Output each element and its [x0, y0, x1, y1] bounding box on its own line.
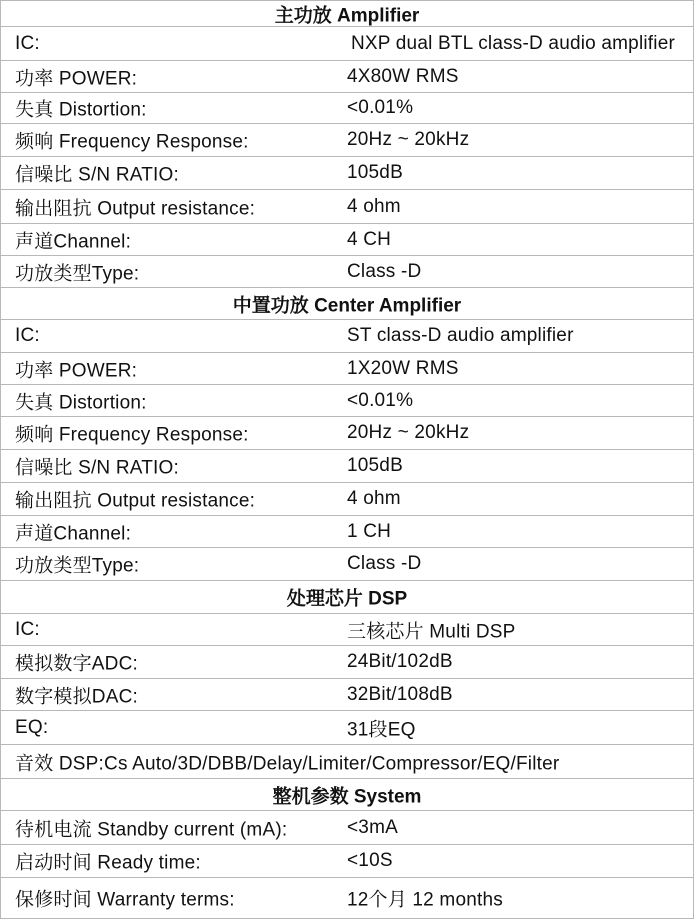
spec-label: IC:: [15, 32, 40, 54]
spec-label: 频响 Frequency Response:: [15, 131, 249, 153]
spec-row-dac: [1, 679, 693, 711]
spec-value: 20Hz ~ 20kHz: [347, 129, 470, 150]
spec-row-eq: [1, 711, 693, 745]
section-title: 中置功放 Center Amplifier: [232, 295, 462, 316]
spec-row-warranty: [1, 878, 693, 918]
spec-row-ic: [1, 614, 693, 646]
spec-label: 功放类型Type:: [15, 263, 140, 284]
spec-label: 失真 Distortion:: [15, 392, 147, 413]
spec-label: IC:: [15, 325, 40, 346]
spec-row-channel: [1, 224, 693, 256]
spec-row-sn-ratio: [1, 157, 693, 190]
spec-value: <0.01%: [347, 389, 414, 411]
spec-label: 输出阻抗 Output resistance:: [15, 490, 256, 512]
spec-label: 失真 Distortion:: [15, 99, 147, 121]
spec-label: IC:: [15, 618, 40, 640]
spec-value: 1 CH: [347, 520, 392, 542]
spec-label: 待机电流 Standby current (mA):: [15, 819, 288, 840]
spec-label: 功率 POWER:: [15, 360, 138, 381]
spec-value: Class -D: [347, 553, 422, 574]
spec-row-output-resistance: [1, 483, 693, 516]
spec-row-power: [1, 61, 693, 93]
spec-value: 4X80W RMS: [347, 65, 459, 87]
spec-label: 模拟数字ADC:: [15, 653, 138, 675]
spec-label: 声道Channel:: [15, 231, 132, 252]
spec-label: 数字模拟DAC:: [15, 686, 138, 707]
spec-value: 4 ohm: [347, 195, 401, 217]
spec-value: <10S: [347, 850, 393, 871]
spec-label: EQ:: [15, 716, 49, 738]
spec-value: NXP dual BTL class-D audio amplifier: [350, 32, 675, 54]
spec-value: <3mA: [347, 816, 398, 838]
spec-row-frequency-response: [1, 417, 693, 450]
spec-value: 24Bit/102dB: [347, 651, 453, 672]
spec-row-sn-ratio: [1, 450, 693, 483]
spec-value: 三核芯片 Multi DSP: [347, 621, 516, 642]
spec-row-distortion: [1, 93, 693, 124]
section-header-system: [1, 779, 693, 811]
section-header-amplifier: [1, 1, 693, 27]
spec-full-text: 音效 DSP:Cs Auto/3D/DBB/Delay/Limiter/Compressor/EQ/Filter: [15, 753, 560, 774]
spec-value: ST class-D audio amplifier: [347, 325, 574, 346]
spec-row-output-resistance: [1, 190, 693, 224]
spec-label: 信噪比 S/N RATIO:: [15, 457, 179, 479]
section-title: 整机参数 System: [272, 786, 422, 807]
spec-value: 4 CH: [347, 228, 392, 250]
spec-value: Class -D: [347, 260, 422, 282]
spec-label: 信噪比 S/N RATIO:: [15, 164, 179, 186]
spec-value: 12个月 12 months: [347, 889, 503, 911]
section-title: 主功放 Amplifier: [274, 5, 420, 26]
spec-value: 1X20W RMS: [347, 357, 459, 379]
section-header-dsp: [1, 581, 693, 614]
spec-row-frequency-response: [1, 124, 693, 157]
spec-row-ic: [1, 27, 693, 61]
spec-row-power: [1, 353, 693, 385]
spec-row-distortion: [1, 385, 693, 417]
section-header-center-amplifier: [1, 288, 693, 320]
spec-row-channel: [1, 516, 693, 548]
spec-row-ready-time: [1, 845, 693, 878]
spec-row-standby-current: [1, 811, 693, 845]
spec-label: 功放类型Type:: [15, 555, 140, 577]
spec-row-type: [1, 256, 693, 288]
spec-value: 32Bit/108dB: [347, 683, 453, 705]
spec-row-adc: [1, 646, 693, 679]
spec-label: 保修时间 Warranty terms:: [15, 889, 235, 911]
spec-value: 20Hz ~ 20kHz: [347, 422, 470, 443]
spec-value: 31段EQ: [347, 719, 416, 740]
spec-label: 频响 Frequency Response:: [15, 424, 249, 446]
spec-row-ic: [1, 320, 693, 353]
spec-value: <0.01%: [347, 97, 414, 118]
spec-label: 功率 POWER:: [15, 68, 138, 89]
spec-row-sound-effects: [1, 745, 693, 779]
section-title: 处理芯片 DSP: [286, 588, 408, 610]
spec-label: 输出阻抗 Output resistance:: [15, 198, 256, 219]
spec-row-type: [1, 548, 693, 581]
spec-value: 105dB: [347, 455, 403, 476]
spec-value: 105dB: [347, 162, 403, 183]
spec-label: 声道Channel:: [15, 523, 132, 544]
spec-label: 启动时间 Ready time:: [15, 852, 201, 874]
spec-value: 4 ohm: [347, 488, 401, 509]
